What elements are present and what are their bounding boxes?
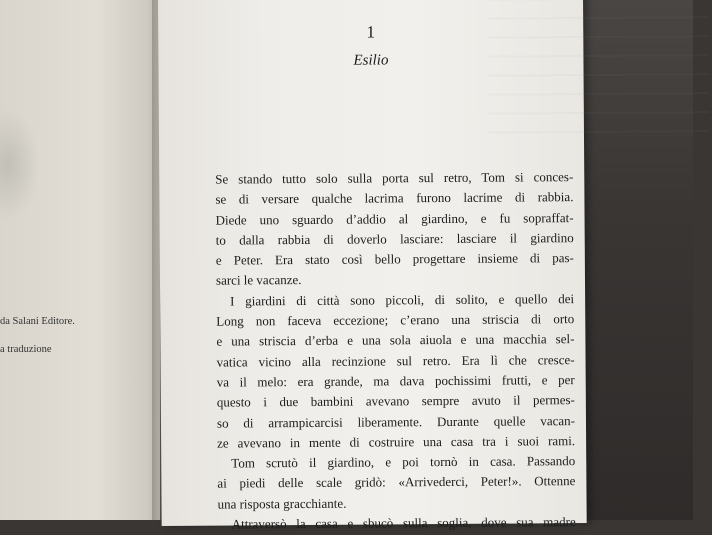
text-line: vatica vicino alla recinzione sul retro. Era lì che cresce- bbox=[216, 351, 575, 370]
text-line: Attraversò la casa e sbucò sulla soglia, dove sua madre bbox=[231, 514, 576, 532]
chapter-title: Esilio bbox=[353, 52, 389, 69]
chapter-number: 1 bbox=[366, 22, 376, 42]
text-line: una risposta gracchiante. bbox=[217, 495, 347, 512]
text-line: questo i due bambini avevano sempre avuto il permes- bbox=[216, 392, 575, 410]
text-line: se di versare qualche lacrima furono lacrime di rabbia. bbox=[215, 189, 574, 207]
text-line: e Peter. Era stato così bello progettare insieme di pas- bbox=[215, 250, 574, 268]
text-line: I giardini di città sono piccoli, di solito, e quello dei bbox=[230, 290, 575, 309]
text-line: ze avevano in mente di costruire una casa tra i suoi rami. bbox=[217, 432, 576, 451]
right-page bbox=[158, 0, 587, 532]
text-line: to dalla rabbia di doverlo lasciare: lasciare il giardino bbox=[215, 229, 574, 248]
text-line: e una striscia d’erba e una sola aiuola e una macchia sel- bbox=[216, 331, 575, 349]
left-page-line: da Salani Editore. bbox=[0, 316, 75, 327]
text-line: Diede uno sguardo d’addio al giardino, e fu sopraffat- bbox=[215, 209, 574, 228]
text-line: va il melo: era grande, ma dava pochissimi frutti, e per bbox=[216, 372, 575, 390]
text-line: sarci le vacanze. bbox=[215, 272, 302, 289]
text-line: so di arrampicarcisi liberamente. Durante quelle vacan- bbox=[216, 412, 576, 431]
text-line: Se stando tutto solo sulla porta sul retro, Tom si conces- bbox=[215, 169, 574, 187]
left-page-line: a traduzione bbox=[0, 344, 52, 355]
left-page-bleed-through bbox=[0, 110, 40, 220]
body-text bbox=[215, 167, 576, 535]
text-line: Long non faceva eccezione; c’erano una striscia di orto bbox=[216, 311, 575, 329]
left-page bbox=[0, 0, 160, 520]
text-line: ai piedi delle scale gridò: «Arrivederci, Peter!». Ottenne bbox=[217, 473, 576, 492]
text-line: Tom scrutò il giardino, e poi tornò in casa. Passando bbox=[231, 453, 576, 471]
